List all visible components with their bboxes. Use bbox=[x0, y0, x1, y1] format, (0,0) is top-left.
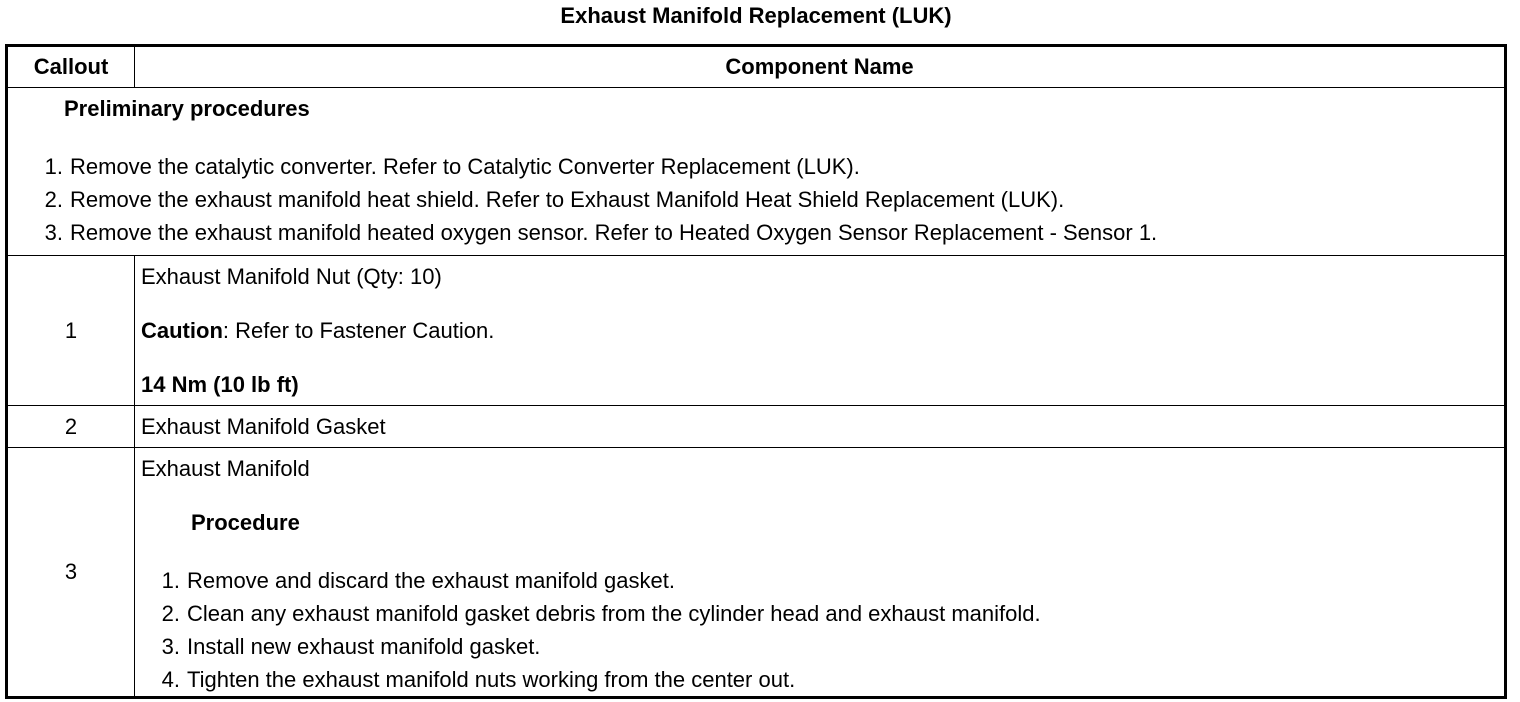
caution-text: : Refer to Fastener Caution. bbox=[222, 318, 495, 343]
step-number: 3 . bbox=[141, 630, 181, 663]
list-item bbox=[141, 630, 1504, 663]
table-row bbox=[7, 256, 1506, 406]
step-text: Remove and discard the exhaust manifold gasket. bbox=[187, 568, 675, 593]
step-number: 3 . bbox=[8, 216, 64, 249]
callout-cell: 1 bbox=[7, 256, 135, 406]
torque-spec: 14 Nm (10 lb ft) bbox=[141, 372, 299, 397]
preliminary-procedures bbox=[7, 88, 1506, 256]
step-number: 2 . bbox=[8, 183, 64, 216]
step-number: 1 . bbox=[8, 150, 64, 183]
preliminary-step-list bbox=[8, 150, 1504, 249]
callout-header: Callout bbox=[7, 46, 135, 88]
table-row bbox=[7, 448, 1506, 698]
component-name: Exhaust Manifold bbox=[141, 456, 310, 481]
procedure-step-list bbox=[141, 564, 1504, 696]
step-text: Remove the catalytic converter. Refer to Catalytic Converter Replacement (LUK). bbox=[70, 154, 860, 179]
step-number: 1 . bbox=[141, 564, 181, 597]
preliminary-row bbox=[7, 88, 1506, 256]
list-item bbox=[8, 150, 1504, 183]
callout-cell: 3 bbox=[7, 448, 135, 698]
component-name: Exhaust Manifold Nut (Qty: 10) bbox=[141, 264, 442, 289]
list-item bbox=[8, 216, 1504, 249]
page-title: Exhaust Manifold Replacement (LUK) bbox=[560, 3, 952, 28]
step-text: Clean any exhaust manifold gasket debris from the cylinder head and exhaust manifold. bbox=[187, 601, 1041, 626]
step-number: 4 . bbox=[141, 663, 181, 696]
component-name: Exhaust Manifold Gasket bbox=[135, 406, 1506, 448]
step-text: Install new exhaust manifold gasket. bbox=[187, 634, 541, 659]
list-item bbox=[141, 663, 1504, 696]
table-header-row bbox=[7, 46, 1506, 88]
component-cell bbox=[135, 256, 1506, 406]
procedure-heading: Procedure bbox=[191, 510, 300, 535]
component-table bbox=[5, 44, 1507, 699]
component-name-header: Component Name bbox=[135, 46, 1506, 88]
step-text: Remove the exhaust manifold heated oxygen sensor. Refer to Heated Oxygen Sensor Replacement - Sensor 1. bbox=[70, 220, 1158, 245]
component-cell bbox=[135, 448, 1506, 698]
step-text: Remove the exhaust manifold heat shield. Refer to Exhaust Manifold Heat Shield Replacement (LUK). bbox=[70, 187, 1065, 212]
list-item bbox=[141, 564, 1504, 597]
step-text: Tighten the exhaust manifold nuts working from the center out. bbox=[187, 667, 796, 692]
callout-cell: 2 bbox=[7, 406, 135, 448]
caution-label: Caution bbox=[141, 318, 223, 343]
list-item bbox=[8, 183, 1504, 216]
list-item bbox=[141, 597, 1504, 630]
table-row bbox=[7, 406, 1506, 448]
preliminary-heading: Preliminary procedures bbox=[64, 96, 310, 121]
step-number: 2 . bbox=[141, 597, 181, 630]
caution-note bbox=[141, 318, 1504, 344]
